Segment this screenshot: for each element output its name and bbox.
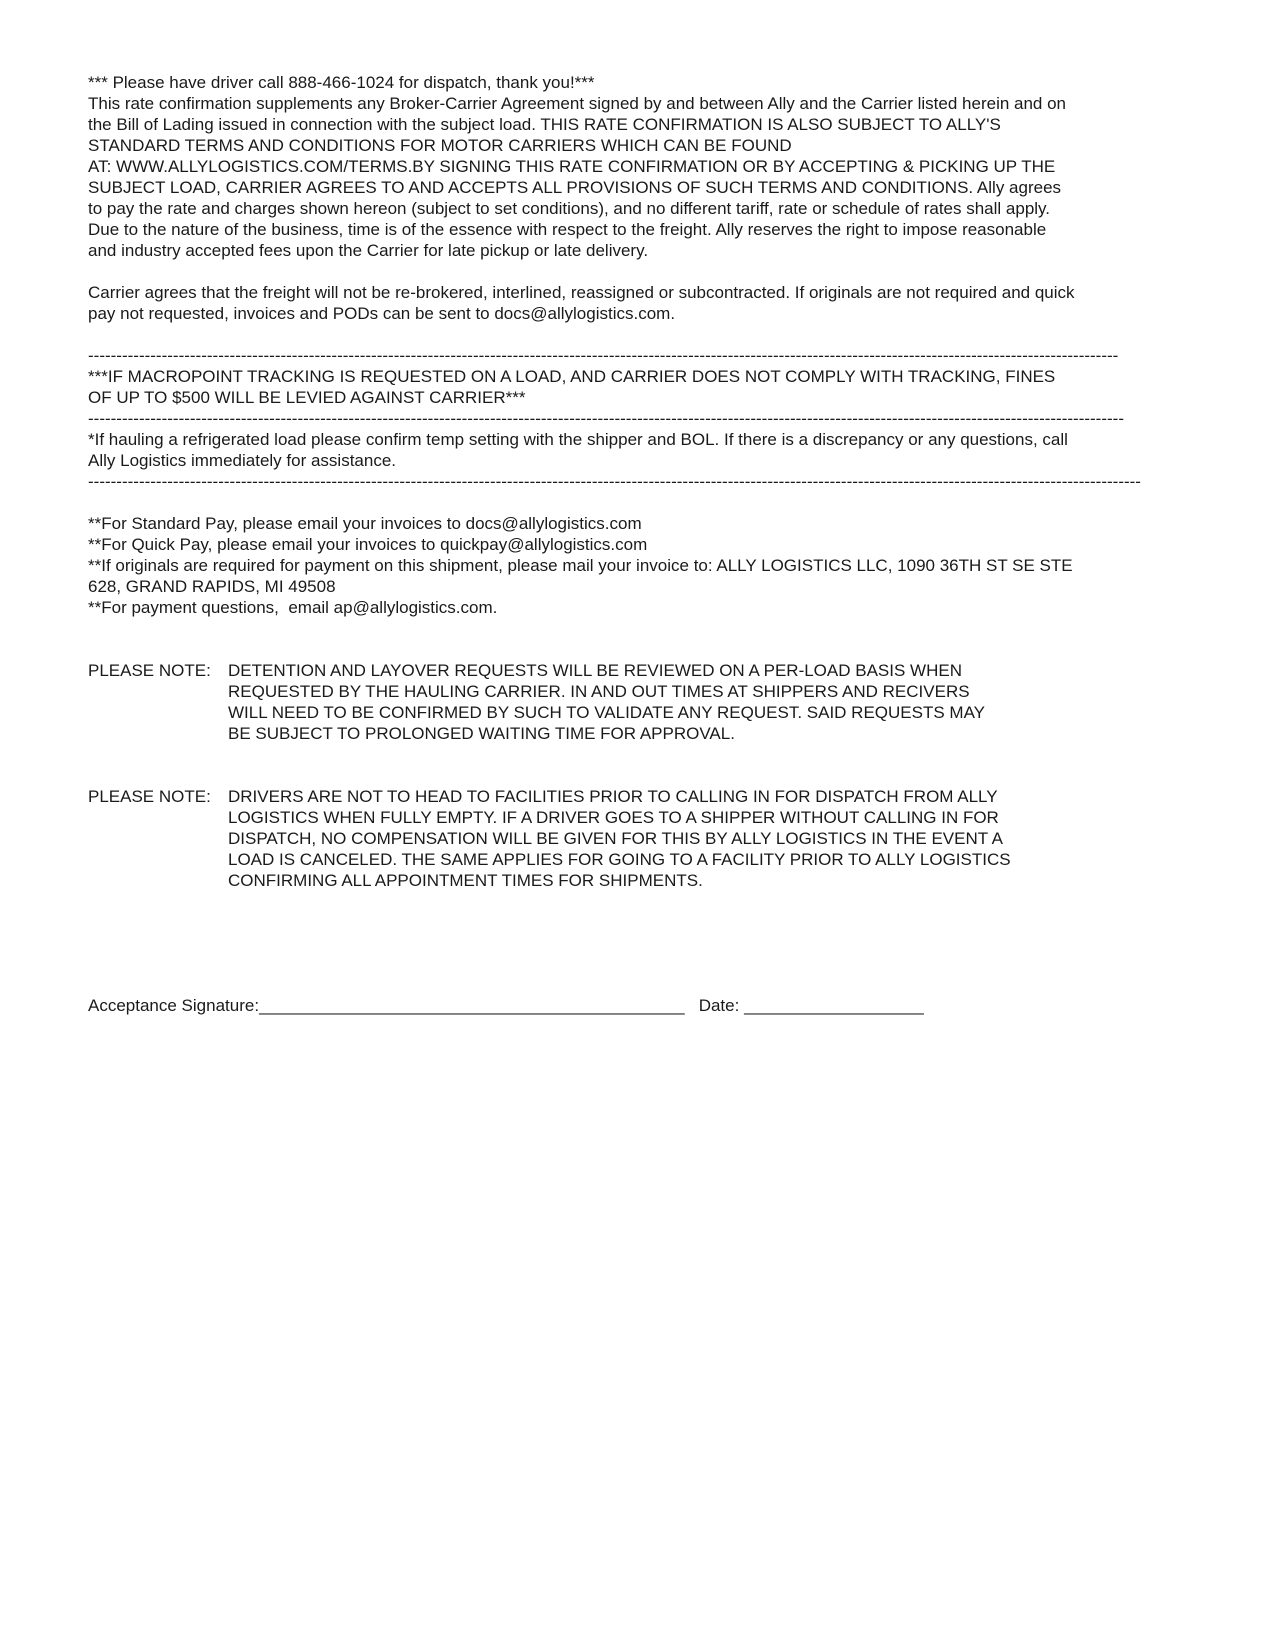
note-line: DETENTION AND LAYOVER REQUESTS WILL BE REVIEWED ON A PER-LOAD BASIS WHEN (228, 661, 962, 680)
terms-line: This rate confirmation supplements any Broker-Carrier Agreement signed by and between Ally and the Carrier listed herein and on (88, 94, 1067, 113)
note-line: DRIVERS ARE NOT TO HEAD TO FACILITIES PRIOR TO CALLING IN FOR DISPATCH FROM ALLY (228, 787, 998, 806)
carrier-agreement (88, 282, 1198, 324)
spacer (88, 261, 1198, 282)
date-label: Date: (698, 996, 740, 1015)
terms-line: Due to the nature of the business, time is of the essence with respect to the freight. Ally reserves the right to impose reasonable (88, 220, 1047, 239)
spacer (88, 492, 1198, 513)
carrier-line: Carrier agrees that the freight will not be re-brokered, interlined, reassigned or subcontracted. If originals are not required and quick (88, 283, 1075, 302)
payment-instructions (88, 513, 1198, 618)
note-line: DISPATCH, NO COMPENSATION WILL BE GIVEN FOR THIS BY ALLY LOGISTICS IN THE EVENT A (228, 829, 1003, 848)
macropoint-line: OF UP TO $500 WILL BE LEVIED AGAINST CARRIER*** (88, 388, 526, 407)
note-label: PLEASE NOTE: (88, 661, 211, 680)
dispatch-notice: *** Please have driver call 888-466-1024 for dispatch, thank you!*** (88, 73, 595, 92)
note-label: PLEASE NOTE: (88, 787, 211, 806)
payment-line: **For Quick Pay, please email your invoices to quickpay@allylogistics.com (88, 535, 648, 554)
dispatch-facility-note (88, 786, 1198, 891)
note-line: REQUESTED BY THE HAULING CARRIER. IN AND OUT TIMES AT SHIPPERS AND RECIVERS (228, 682, 970, 701)
payment-line: **For payment questions, email ap@allylogistics.com. (88, 598, 498, 617)
terms-line: AT: WWW.ALLYLOGISTICS.COM/TERMS.BY SIGNING THIS RATE CONFIRMATION OR BY ACCEPTING & PICKING UP THE (88, 157, 1056, 176)
refrigerated-line: *If hauling a refrigerated load please confirm temp setting with the shipper and BOL. If there is a discrepancy or any questions, call (88, 430, 1068, 449)
note-line: BE SUBJECT TO PROLONGED WAITING TIME FOR APPROVAL. (228, 724, 735, 743)
terms-line: to pay the rate and charges shown hereon (subject to set conditions), and no different tariff, rate or schedule of rates shall apply. (88, 199, 1051, 218)
rate-confirmation-terms (88, 93, 1198, 261)
spacer (88, 324, 1198, 345)
signature-label: Acceptance Signature: (88, 996, 260, 1015)
detention-note (88, 660, 1198, 744)
macropoint-line: ***IF MACROPOINT TRACKING IS REQUESTED ON A LOAD, AND CARRIER DOES NOT COMPLY WITH TRACKING, FINES (88, 367, 1056, 386)
payment-line: **If originals are required for payment on this shipment, please mail your invoice to: ALLY LOGISTICS LLC, 1090 36TH ST SE STE (88, 556, 1073, 575)
refrigerated-notice (88, 429, 1198, 471)
macropoint-warning (88, 366, 1198, 408)
dashed-divider: -------------------------------------------------------------------------------------------------------------------------------------------------------------------------------------- (88, 346, 1119, 365)
signature-line[interactable]: _____________________________________________ (259, 996, 685, 1015)
dashed-divider: --------------------------------------------------------------------------------------------------------------------------------------------------------------------------------------- (88, 409, 1124, 428)
spacer (88, 891, 1198, 995)
spacer (88, 744, 1198, 786)
document-page (88, 72, 1198, 1016)
carrier-line: pay not requested, invoices and PODs can be sent to docs@allylogistics.com. (88, 304, 676, 323)
note-line: LOAD IS CANCELED. THE SAME APPLIES FOR GOING TO A FACILITY PRIOR TO ALLY LOGISTICS (228, 850, 1011, 869)
dashed-divider: ------------------------------------------------------------------------------------------------------------------------------------------------------------------------------------------ (88, 472, 1141, 491)
payment-line: **For Standard Pay, please email your invoices to docs@allylogistics.com (88, 514, 642, 533)
note-line: WILL NEED TO BE CONFIRMED BY SUCH TO VALIDATE ANY REQUEST. SAID REQUESTS MAY (228, 703, 985, 722)
terms-line: the Bill of Lading issued in connection with the subject load. THIS RATE CONFIRMATION IS ALSO SUBJECT TO ALLY'S (88, 115, 1001, 134)
terms-line: STANDARD TERMS AND CONDITIONS FOR MOTOR CARRIERS WHICH CAN BE FOUND (88, 136, 792, 155)
terms-line: and industry accepted fees upon the Carrier for late pickup or late delivery. (88, 241, 649, 260)
date-line[interactable]: ___________________ (744, 996, 924, 1015)
signature-row (88, 995, 1198, 1016)
note-body (228, 660, 1198, 744)
note-line: CONFIRMING ALL APPOINTMENT TIMES FOR SHIPMENTS. (228, 871, 703, 890)
spacer (88, 618, 1198, 660)
refrigerated-line: Ally Logistics immediately for assistance. (88, 451, 397, 470)
terms-line: SUBJECT LOAD, CARRIER AGREES TO AND ACCEPTS ALL PROVISIONS OF SUCH TERMS AND CONDITIONS. Ally agrees (88, 178, 1062, 197)
note-line: LOGISTICS WHEN FULLY EMPTY. IF A DRIVER GOES TO A SHIPPER WITHOUT CALLING IN FOR (228, 808, 999, 827)
note-body (228, 786, 1198, 891)
payment-line: 628, GRAND RAPIDS, MI 49508 (88, 577, 336, 596)
